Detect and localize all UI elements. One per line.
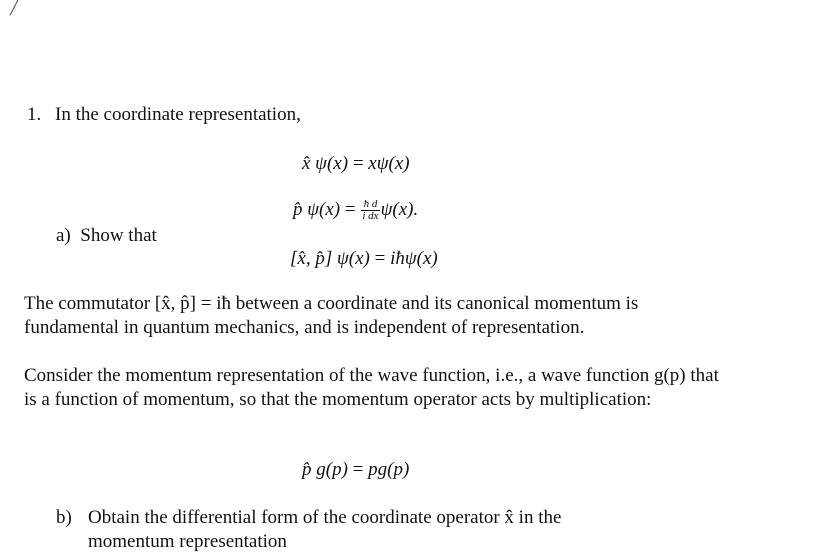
eq1-rhs: xψ(x) [368, 153, 410, 174]
eq4-rhs: pg(p) [368, 459, 410, 480]
part-b-line1: Obtain the differential form of the coordinate operator x̂ in the [88, 507, 562, 528]
paragraph-commutator-note: The commutator [x̂, p̂] = iħ between a coordinate and its canonical momentum is fundamental in quantum mechanics, and is independent of representation. [24, 293, 639, 338]
eq2-rhs: ψ(x). [380, 199, 419, 220]
equation-x-operator [302, 152, 410, 176]
eq2-lhs: p̂ ψ(x) [293, 199, 341, 220]
eq4-lhs: p̂ g(p) [302, 459, 348, 480]
eq2-fraction [361, 199, 379, 222]
part-b-label: b) [56, 507, 72, 528]
corner-tick-mark: ╱ [10, 1, 19, 16]
eq3-equals: = [369, 248, 391, 269]
part-b [56, 506, 561, 530]
problem-intro: In the coordinate representation, [55, 104, 301, 125]
equation-momentum-operator [302, 458, 409, 482]
equation-commutator [290, 247, 438, 271]
problem-number: 1. [27, 104, 42, 125]
eq1-lhs: x̂ ψ(x) [302, 153, 349, 174]
eq2-frac-denominator: i dx [362, 210, 379, 223]
part-b-continuation: momentum representation [88, 531, 287, 552]
part-a-label: a) [56, 225, 71, 246]
problem-heading [27, 103, 301, 127]
part-a-text: Show that [80, 225, 157, 246]
eq3-lhs: [x̂, p̂] ψ(x) [290, 248, 370, 269]
eq1-equals: = [348, 153, 369, 174]
eq3-rhs: iħψ(x) [390, 248, 438, 269]
equation-p-operator [293, 198, 418, 222]
eq4-equals: = [347, 459, 369, 480]
part-a [56, 224, 157, 248]
paragraph-momentum-representation: Consider the momentum representation of the wave function, i.e., a wave function g(p) that is a function of momentum, so that the momentum operator acts by multiplication: [24, 365, 719, 410]
eq2-frac-numerator: ħ d [361, 199, 379, 211]
eq2-equals: = [340, 199, 361, 220]
